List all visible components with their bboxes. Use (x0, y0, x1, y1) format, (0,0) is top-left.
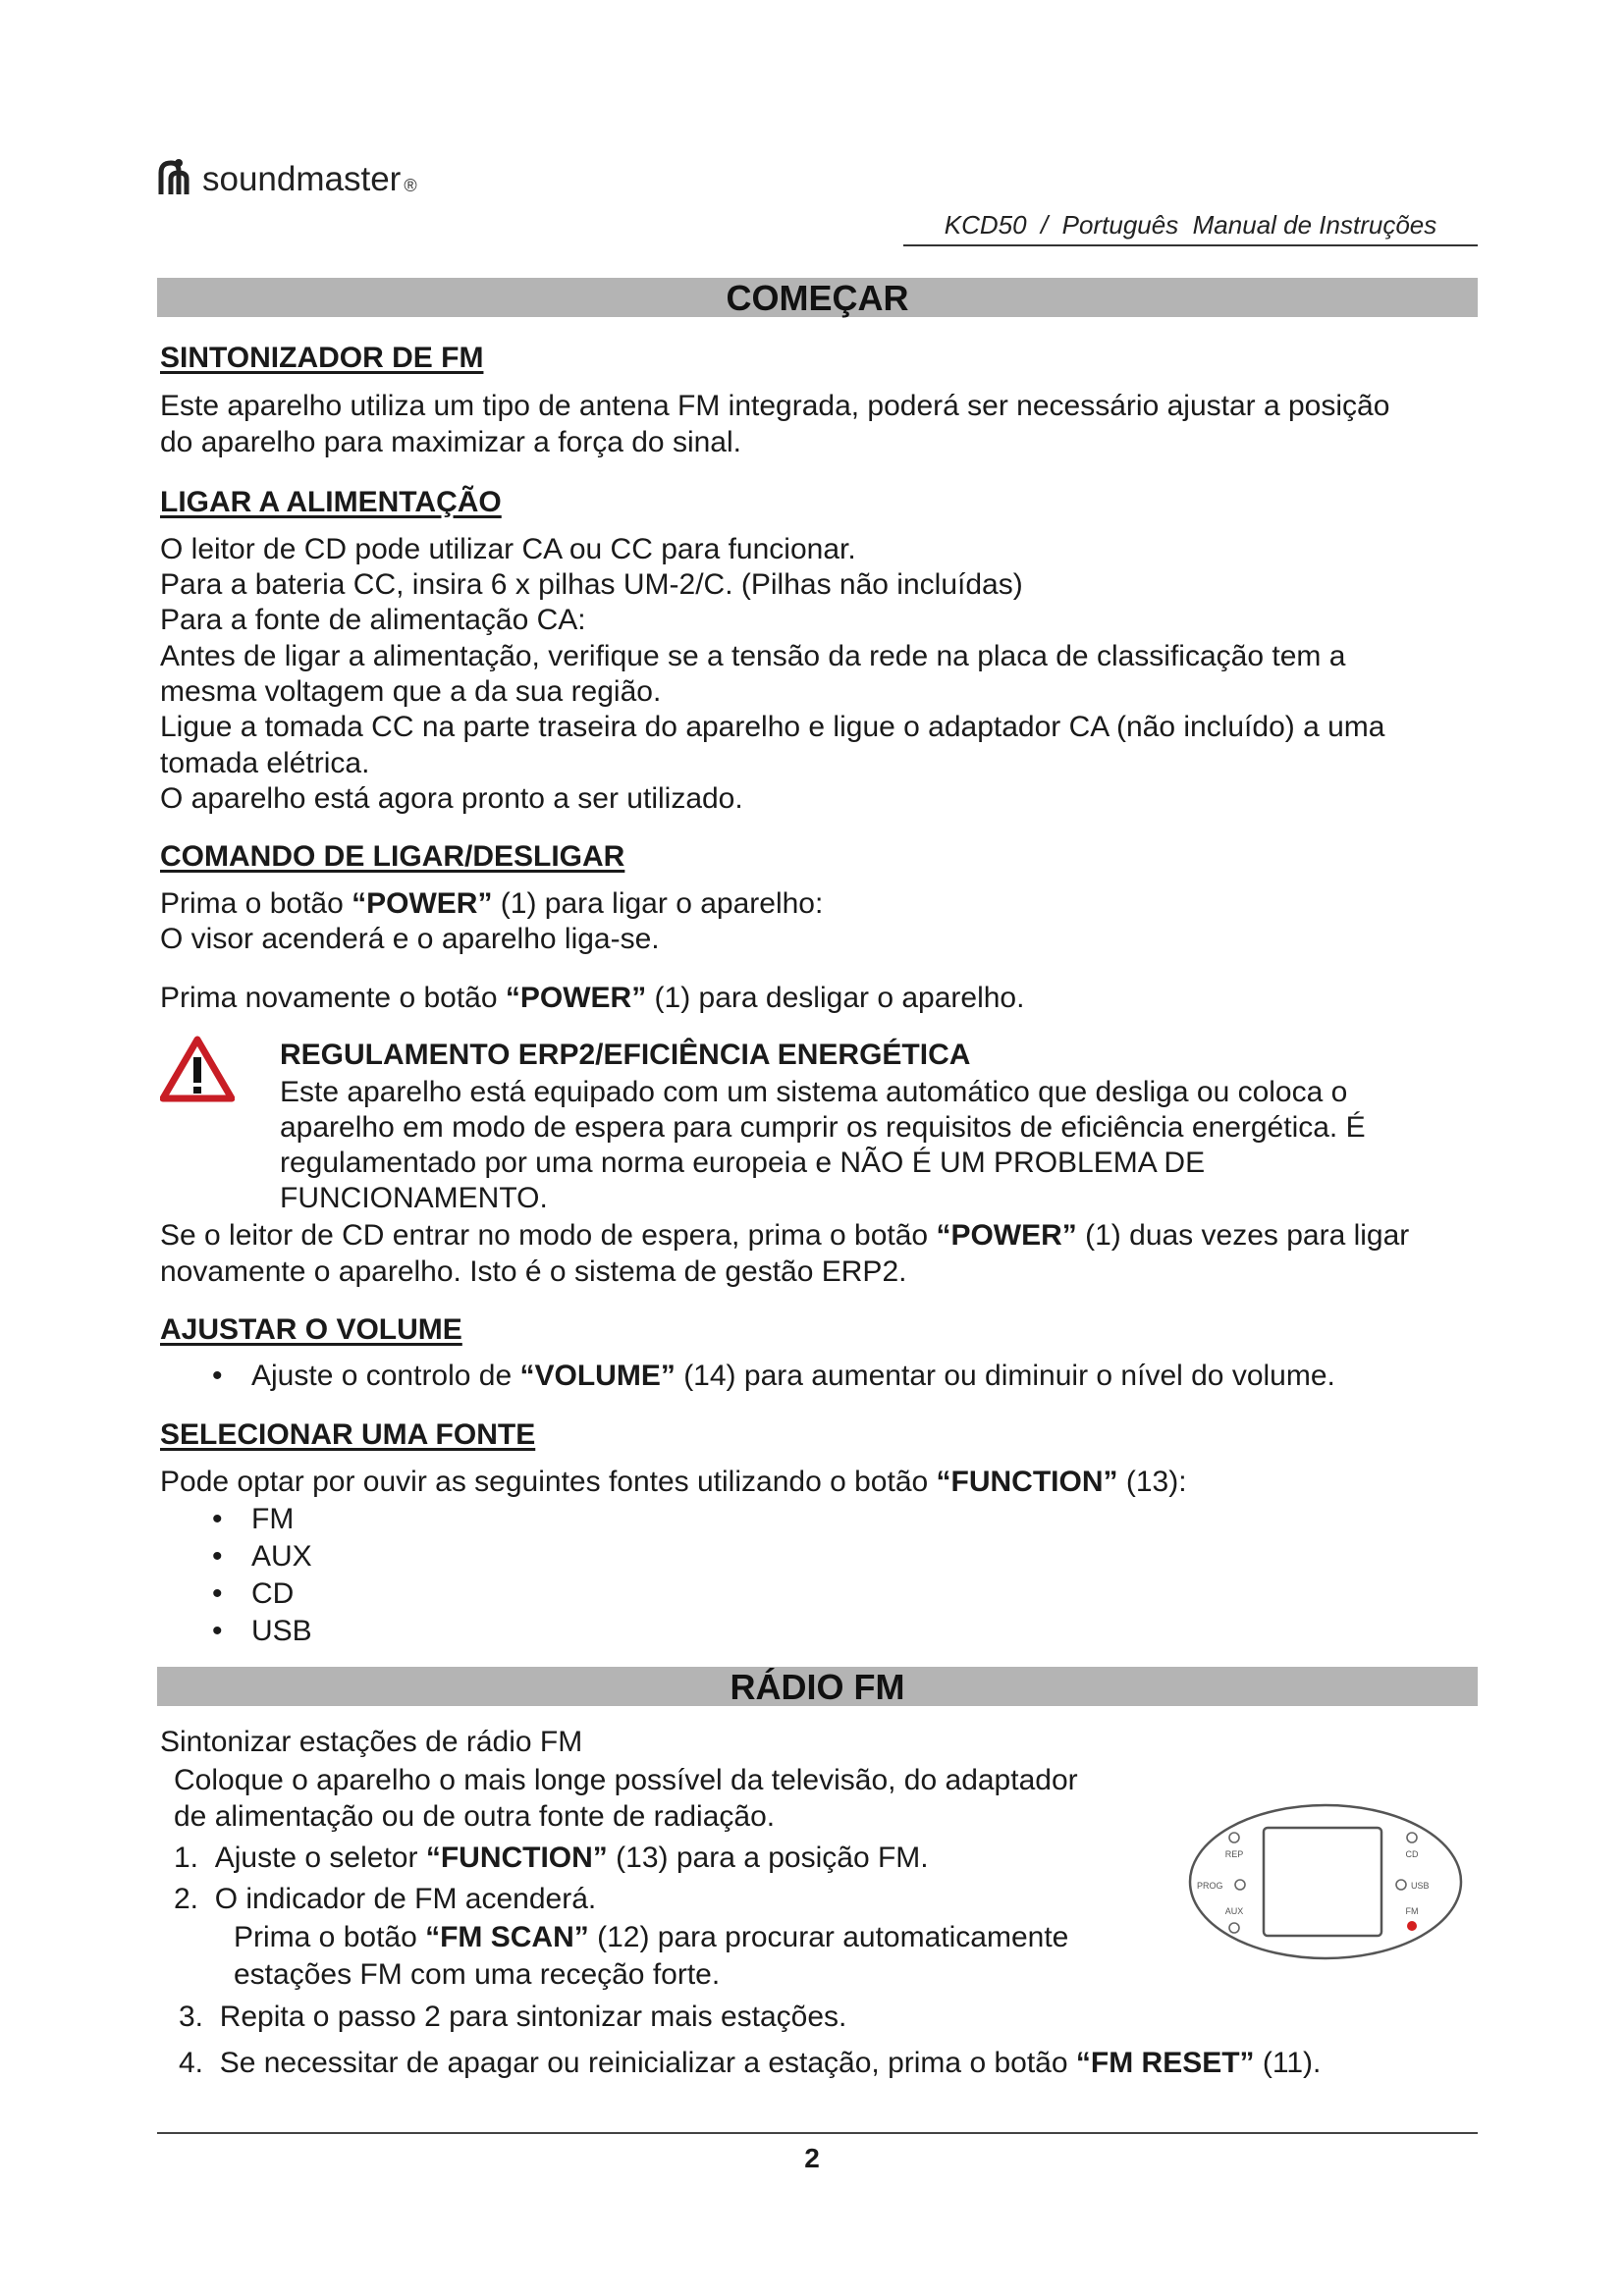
fm-scan-label: “FM SCAN” (425, 1921, 589, 1953)
list-item: • USB (160, 1613, 312, 1650)
alimentacao-line-5: mesma voltagem que a da sua região. (160, 675, 662, 708)
list-item: • Ajuste o controlo de “VOLUME” (14) para aumentar ou diminuir o nível do volume. (160, 1358, 1436, 1395)
heading-comando: COMANDO DE LIGAR/DESLIGAR (160, 840, 625, 873)
erp2-followup-line-2: novamente o aparelho. Isto é o sistema de gestão ERP2. (160, 1255, 907, 1288)
power-label: “POWER” (505, 982, 647, 1014)
heading-volume: AJUSTAR O VOLUME (160, 1313, 462, 1346)
soundmaster-logo-icon (157, 157, 196, 196)
volume-label: “VOLUME” (519, 1360, 676, 1392)
section-bar-comecar: COMEÇAR (157, 278, 1478, 317)
list-item: • CD (160, 1575, 312, 1613)
power-label: “POWER” (936, 1219, 1077, 1252)
radio-step-3: 3. Repita o passo 2 para sintonizar mais estações. (179, 2001, 847, 2033)
alimentacao-line-7: tomada elétrica. (160, 747, 370, 779)
heading-erp2: REGULAMENTO ERP2/EFICIÊNCIA ENERGÉTICA (280, 1039, 971, 1071)
section-bar-radio: RÁDIO FM (157, 1667, 1478, 1706)
radio-step-1: 1. Ajuste o seletor “FUNCTION” (13) para a posição FM. (174, 1842, 929, 1874)
sintonizador-line-1: Este aparelho utiliza um tipo de antena FM integrada, poderá ser necessário ajustar a posição (160, 390, 1390, 422)
comando-line-2: O visor acenderá e o aparelho liga-se. (160, 923, 660, 955)
radio-tip-line-1: Coloque o aparelho o mais longe possível da televisão, do adaptador (174, 1764, 1078, 1796)
label-fm: FM (1405, 1906, 1419, 1916)
radio-step-4: 4. Se necessitar de apagar ou reinicializar a estação, prima o botão “FM RESET” (11). (179, 2047, 1322, 2079)
alimentacao-line-2: Para a bateria CC, insira 6 x pilhas UM-2/C. (Pilhas não incluídas) (160, 568, 1023, 601)
alimentacao-line-6: Ligue a tomada CC na parte traseira do aparelho e ligue o adaptador CA (não incluído) a uma (160, 711, 1385, 743)
list-item: • FM (160, 1501, 312, 1538)
heading-alimentacao: LIGAR A ALIMENTAÇÃO (160, 486, 502, 518)
erp2-line-4: FUNCIONAMENTO. (280, 1182, 548, 1214)
warning-triangle-icon (160, 1036, 235, 1102)
volume-list (160, 1358, 1436, 1395)
sintonizador-line-2: do aparelho para maximizar a força do sinal. (160, 426, 741, 458)
doc-reference (903, 210, 1478, 246)
label-usb: USB (1411, 1881, 1430, 1891)
heading-sintonizador: SINTONIZADOR DE FM (160, 342, 484, 374)
radio-step-2: 2. O indicador de FM acenderá. (174, 1883, 597, 1915)
radio-step-2-line-3: estações FM com uma receção forte. (234, 1958, 721, 1991)
label-prog: PROG (1197, 1881, 1223, 1891)
radio-step-2-line-2: Prima o botão “FM SCAN” (12) para procurar automaticamente (234, 1921, 1069, 1953)
doc-reference-text: KCD50 / Português Manual de Instruções (944, 210, 1437, 240)
function-label: “FUNCTION” (936, 1466, 1118, 1498)
comando-line-1: Prima o botão “POWER” (1) para ligar o aparelho: (160, 887, 824, 920)
label-aux: AUX (1224, 1906, 1244, 1916)
erp2-line-1: Este aparelho está equipado com um sistema automático que desliga ou coloca o (280, 1076, 1348, 1108)
fm-reset-label: “FM RESET” (1075, 2047, 1255, 2079)
radio-tip-line-2: de alimentação ou de outra fonte de radiação. (174, 1800, 776, 1833)
erp2-line-3: regulamentado por uma norma europeia e NÃO É UM PROBLEMA DE (280, 1147, 1206, 1179)
function-label: “FUNCTION” (425, 1842, 608, 1874)
label-cd: CD (1405, 1849, 1419, 1859)
heading-fonte: SELECIONAR UMA FONTE (160, 1418, 536, 1451)
fm-led-icon (1407, 1921, 1417, 1931)
display-panel-illustration (1183, 1798, 1468, 1965)
source-list (160, 1501, 312, 1650)
brand-name: soundmaster (202, 160, 402, 198)
radio-intro: Sintonizar estações de rádio FM (160, 1726, 583, 1758)
erp2-line-2: aparelho em modo de espera para cumprir os requisitos de eficiência energética. É (280, 1111, 1366, 1144)
alimentacao-line-3: Para a fonte de alimentação CA: (160, 604, 586, 636)
erp2-followup-line-1: Se o leitor de CD entrar no modo de espera, prima o botão “POWER” (1) duas vezes para ligar (160, 1219, 1410, 1252)
fonte-intro: Pode optar por ouvir as seguintes fontes utilizando o botão “FUNCTION” (13): (160, 1466, 1187, 1498)
list-item: • AUX (160, 1538, 312, 1575)
brand-logo (157, 157, 417, 196)
alimentacao-line-8: O aparelho está agora pronto a ser utilizado. (160, 782, 743, 815)
brand-registered: ® (404, 176, 417, 195)
alimentacao-line-4: Antes de ligar a alimentação, verifique se a tensão da rede na placa de classificação tem a (160, 640, 1346, 672)
alimentacao-line-1: O leitor de CD pode utilizar CA ou CC para funcionar. (160, 533, 856, 565)
lcd-screen (1264, 1828, 1381, 1936)
footer-divider (157, 2132, 1478, 2134)
page-number: 2 (804, 2143, 820, 2173)
power-label: “POWER” (352, 887, 493, 920)
label-rep: REP (1224, 1849, 1244, 1859)
comando-line-3: Prima novamente o botão “POWER” (1) para desligar o aparelho. (160, 982, 1025, 1014)
